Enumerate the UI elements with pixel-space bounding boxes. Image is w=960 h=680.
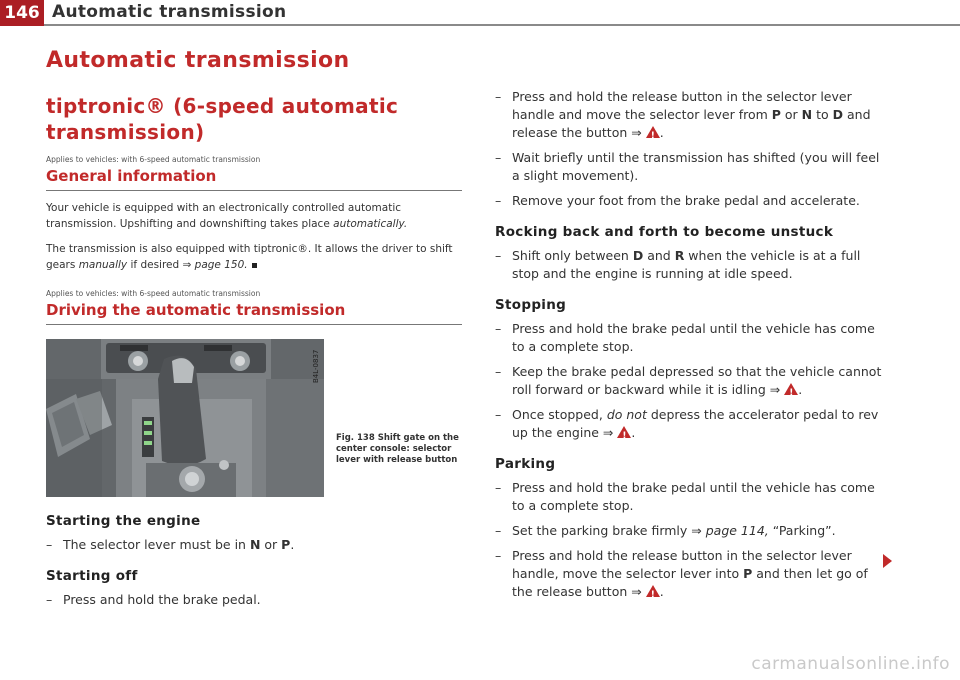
starting-off-heading: Starting off [46,568,138,584]
center-console-illustration [46,339,324,497]
list-item: – Set the parking brake firmly ⇒ page 114, “Parking”. [495,522,887,540]
warning-triangle-icon[interactable] [646,585,660,597]
general-paragraph-1: Your vehicle is equipped with an electronically controlled automatic transmission. Upshifting and downshifting takes place automatically. [46,202,408,230]
list-item: – Press and hold the release button in the selector lever handle and move the selector lever from P or N to D and release the button ⇒ !. [495,88,887,142]
list-item: – Press and hold the release button in the selector lever handle, move the selector lever into P and then let go of the release button ⇒ !. [495,547,887,601]
page-reference-link[interactable]: page 150. [194,259,248,271]
general-paragraph-2: The transmission is also equipped with tiptronic®. It allows the driver to shift gears manually if desired ⇒ page 150. [46,243,453,271]
applies-note: Applies to vehicles: with 6-speed automatic transmission [46,155,261,164]
continue-arrow-icon [883,554,892,568]
list-item: – Shift only between D and R when the vehicle is at a full stop and the engine is running at idle speed. [495,247,887,283]
list-item: – Remove your foot from the brake pedal and accelerate. [495,192,887,210]
warning-triangle-icon[interactable] [617,426,631,438]
list-item: – The selector lever must be in N or P. [46,536,462,554]
page-reference-link[interactable]: page 114, [705,523,769,538]
starting-engine-heading: Starting the engine [46,513,201,529]
warning-triangle-icon[interactable] [784,383,798,395]
rocking-heading: Rocking back and forth to become unstuck [495,224,834,240]
section-title: tiptronic® (6-speed automatic transmission) [46,94,399,144]
applies-note: Applies to vehicles: with 6-speed automatic transmission [46,289,261,298]
warning-triangle-icon[interactable] [646,126,660,138]
chapter-title: Automatic transmission [46,48,350,73]
figure-code: B4L-0837 [312,349,320,383]
page-header [0,0,960,30]
stopping-heading: Stopping [495,297,567,313]
list-item: – Wait briefly until the transmission has shifted (you will feel a slight movement). [495,149,887,185]
figure-caption: Fig. 138 Shift gate on the center console: selector lever with release button [336,433,459,465]
right-column [495,88,887,601]
running-title: Automatic transmission [52,2,287,22]
left-column [46,48,462,609]
header-rule [44,24,960,26]
list-item: – Keep the brake pedal depressed so that the vehicle cannot roll forward or backward while it is idling ⇒ !. [495,363,887,399]
shift-gate-photo [46,339,324,497]
list-item: – Press and hold the brake pedal until the vehicle has come to a complete stop. [495,479,887,515]
list-item: – Press and hold the brake pedal. [46,591,462,609]
general-information-heading: General information [46,167,462,191]
figure-138 [46,339,462,499]
list-item: – Press and hold the brake pedal until the vehicle has come to a complete stop. [495,320,887,356]
parking-heading: Parking [495,456,556,472]
end-mark-icon [252,263,257,268]
watermark: carmanualsonline.info [751,654,950,674]
page-number: 146 [0,0,44,26]
list-item: – Once stopped, do not depress the accelerator pedal to rev up the engine ⇒ !. [495,406,887,442]
driving-heading: Driving the automatic transmission [46,301,462,325]
